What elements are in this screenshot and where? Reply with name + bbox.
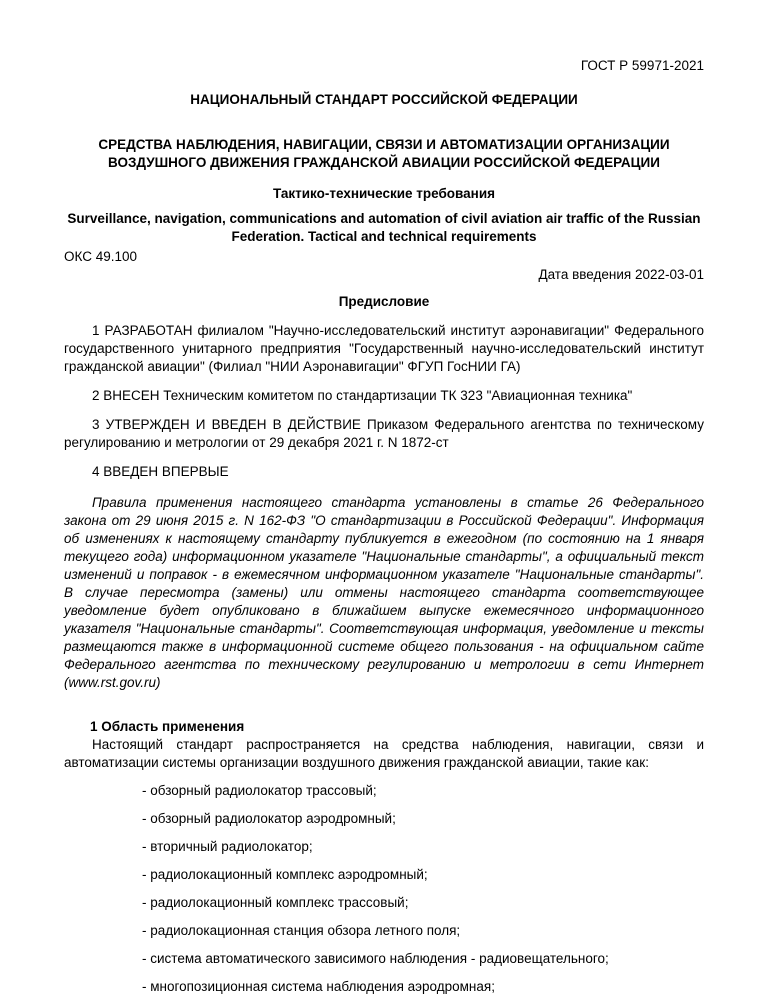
foreword-paragraph-3: 3 УТВЕРЖДЕН И ВВЕДЕН В ДЕЙСТВИЕ Приказом Федерального агентства по техническому регулированию и метрологии от 29 декабря 2021 г. N 1872-ст (64, 417, 704, 450)
doc-number: ГОСТ Р 59971-2021 (580, 58, 704, 73)
document-subtitle-ru: Тактико-технические требования (272, 186, 496, 201)
document-title-ru: СРЕДСТВА НАБЛЮДЕНИЯ, НАВИГАЦИИ, СВЯЗИ И АВТОМАТИЗАЦИИ ОРГАНИЗАЦИИ ВОЗДУШНОГО ДВИЖЕНИЯ ГРАЖДАНСКОЙ АВИАЦИИ РОССИЙСКОЙ ФЕДЕРАЦИИ (98, 137, 670, 170)
foreword-paragraph-4: 4 ВВЕДЕН ВПЕРВЫЕ (92, 464, 229, 479)
standard-type-heading: НАЦИОНАЛЬНЫЙ СТАНДАРТ РОССИЙСКОЙ ФЕДЕРАЦИИ (190, 92, 578, 107)
scope-list-item: - обзорный радиолокатор трассовый; (142, 783, 377, 798)
scope-section-heading: 1 Область применения (90, 719, 245, 734)
oks-code: ОКС 49.100 (64, 249, 138, 264)
legal-note: Правила применения настоящего стандарта установлены в статье 26 Федерального закона от 29 июня 2015 г. N 162-ФЗ "О стандартизации в Российской Федерации". Информация об изменениях к настоящему стандарту публикуется в ежегодном (по состоянию на 1 января текущего года) информационном указателе "Национальные стандарты", а официальный текст изменений и поправок - в ежемесячном информационном указателе "Национальные стандарты". В случае пересмотра (замены) или отмены настоящего стандарта соответствующее уведомление будет опубликовано в ближайшем выпуске ежемесячного информационного указателя "Национальные стандарты". Соответствующая информация, уведомление и тексты размещаются также в информационной системе общего пользования - на официальном сайте Федерального агентства по техническому регулированию и метрологии в сети Интернет (www.rst.gov.ru) (64, 495, 704, 690)
scope-list-item: - вторичный радиолокатор; (142, 839, 313, 854)
foreword-heading: Предисловие (338, 294, 430, 309)
scope-list-item: - обзорный радиолокатор аэродромный; (142, 811, 396, 826)
scope-list-item: - радиолокационный комплекс аэродромный; (142, 867, 428, 882)
scope-list-item: - многопозиционная система наблюдения аэродромная; (142, 979, 495, 994)
scope-list-item: - система автоматического зависимого наблюдения - радиовещательного; (142, 951, 609, 966)
scope-intro: Настоящий стандарт распространяется на средства наблюдения, навигации, связи и автоматизации системы организации воздушного движения гражданской авиации, такие как: (64, 737, 704, 770)
scope-list-item: - радиолокационный комплекс трассовый; (142, 895, 409, 910)
effective-date: Дата введения 2022-03-01 (538, 267, 704, 282)
foreword-paragraph-1: 1 РАЗРАБОТАН филиалом "Научно-исследовательский институт аэронавигации" Федерального государственного унитарного предприятия "Государственный научно-исследовательский институт гражданской авиации" (Филиал "НИИ Аэронавигации" ФГУП ГосНИИ ГА) (64, 323, 704, 374)
foreword-paragraph-2: 2 ВНЕСЕН Техническим комитетом по стандартизации ТК 323 "Авиационная техника" (92, 388, 633, 403)
document-title-en: Surveillance, navigation, communications and automation of civil aviation air traffic of the Russian Federation. Tactical and technical requirements (67, 211, 701, 244)
scope-list-item: - радиолокационная станция обзора летного поля; (142, 923, 461, 938)
